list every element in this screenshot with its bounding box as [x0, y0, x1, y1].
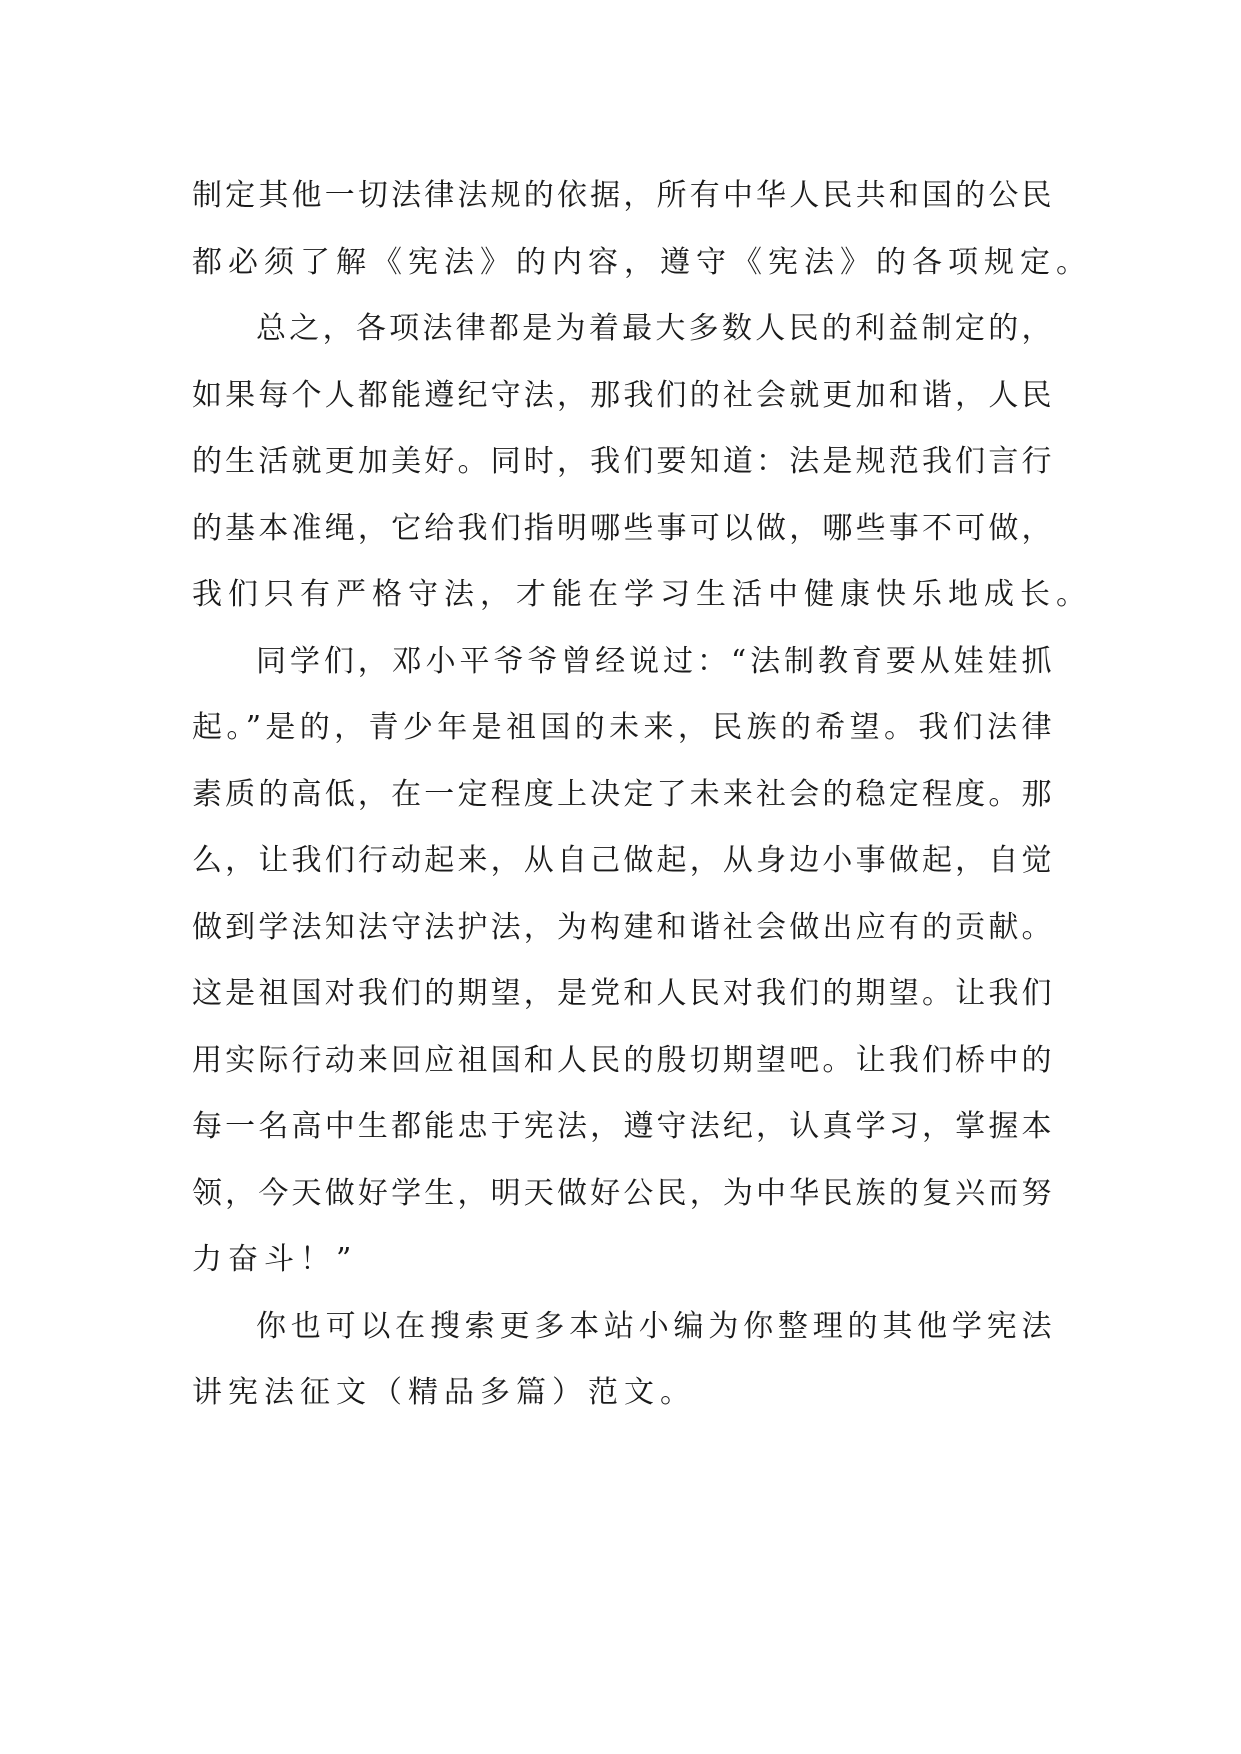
- text-line: 你也可以在搜索更多本站小编为你整理的其他学宪法: [256, 1308, 1052, 1344]
- text-line: 同学们，邓小平爷爷曾经说过：“法制教育要从娃娃抓: [256, 643, 1052, 679]
- text-line: 的基本准绳，它给我们指明哪些事可以做，哪些事不可做，: [192, 510, 1052, 546]
- text-line: 都必须了解《宪法》的内容，遵守《宪法》的各项规定。: [192, 244, 1092, 280]
- text-line: 制定其他一切法律法规的依据，所有中华人民共和国的公民: [192, 178, 1052, 213]
- text-line: 么，让我们行动起来，从自己做起，从身边小事做起，自觉: [192, 843, 1052, 878]
- text-line: 用实际行动来回应祖国和人民的殷切期望吧。让我们桥中的: [192, 1042, 1052, 1078]
- text-line: 每一名高中生都能忠于宪法，遵守法纪，认真学习，掌握本: [192, 1109, 1052, 1144]
- text-line: 领，今天做好学生，明天做好公民，为中华民族的复兴而努: [192, 1175, 1052, 1211]
- text-line: 我们只有严格守法，才能在学习生活中健康快乐地成长。: [192, 577, 1092, 612]
- text-line: 如果每个人都能遵纪守法，那我们的社会就更加和谐，人民: [192, 377, 1052, 413]
- text-line: 讲宪法征文（精品多篇）范文。: [192, 1375, 696, 1410]
- text-line: 起。”是的，青少年是祖国的未来，民族的希望。我们法律: [192, 710, 1052, 745]
- text-line: 这是祖国对我们的期望，是党和人民对我们的期望。让我们: [192, 976, 1052, 1011]
- text-line: 的生活就更加美好。同时，我们要知道：法是规范我们言行: [192, 444, 1052, 479]
- text-line: 总之，各项法律都是为着最大多数人民的利益制定的，: [256, 311, 1052, 346]
- text-line: 力奋斗！”: [192, 1242, 358, 1277]
- text-line: 做到学法知法守法护法，为构建和谐社会做出应有的贡献。: [192, 909, 1052, 945]
- text-line: 素质的高低，在一定程度上决定了未来社会的稳定程度。那: [192, 776, 1052, 812]
- document-body: [192, 163, 1092, 1427]
